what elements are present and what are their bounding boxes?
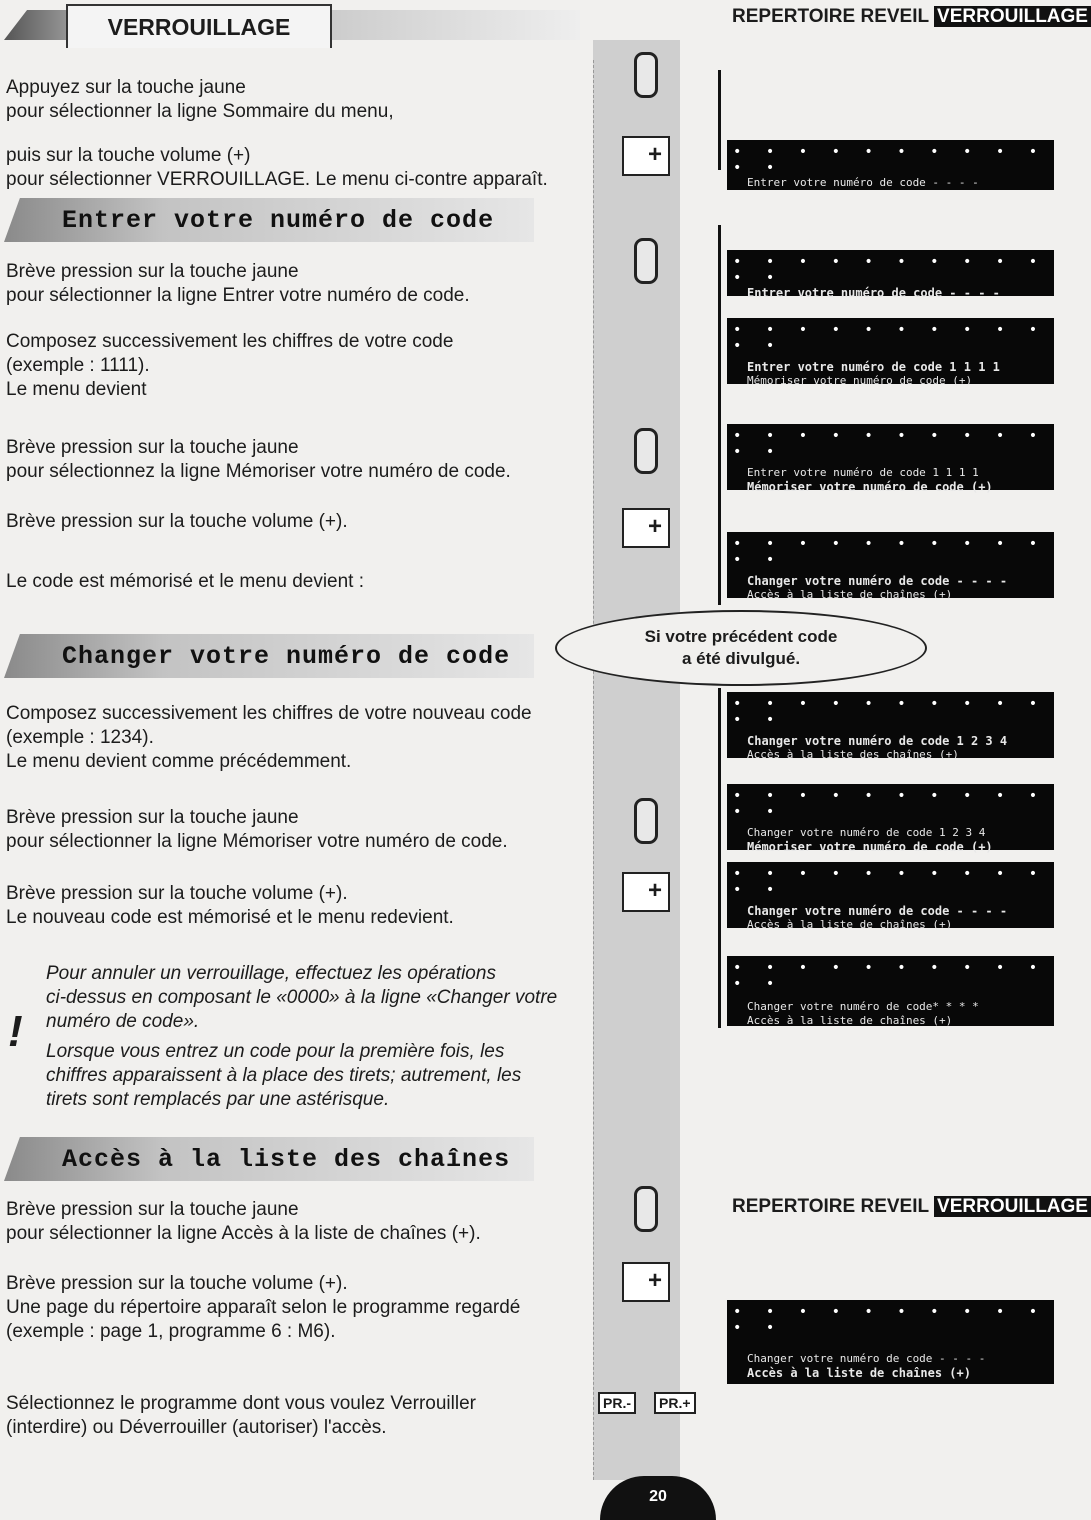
page-title: VERROUILLAGE xyxy=(107,14,291,40)
exclamation-icon: ! xyxy=(8,1007,23,1056)
screen-line-3 xyxy=(718,688,721,1028)
yellow-key-icon xyxy=(634,1186,658,1232)
s2-p3: Brève pression sur la touche jaune pour sélectionnez la ligne Mémoriser votre numéro de code. xyxy=(6,437,511,482)
tv-screen-6: • • • • • • • • • • • • Changer votre numéro de code 1 2 3 4 Accès à la liste des chaînes (+) xyxy=(727,692,1054,758)
s1-p2: puis sur la touche volume (+) pour sélectionner VERROUILLAGE. Le menu ci-contre apparaît. xyxy=(6,145,548,190)
section-title-changer: Changer votre numéro de code xyxy=(62,642,511,671)
tv-screen-1: • • • • • • • • • • • • Entrer votre numéro de code - - - - xyxy=(727,140,1054,190)
screen-dots: • • • • • • • • • • • • xyxy=(733,536,1046,568)
tab-repertoire: REPERTOIRE xyxy=(732,1196,856,1217)
tv-screen-8: • • • • • • • • • • • • Changer votre numéro de code - - - - Accès à la liste de chaînes (+) xyxy=(727,862,1054,928)
screen-dots: • • • • • • • • • • • • xyxy=(733,866,1046,898)
screen-dots: • • • • • • • • • • • • xyxy=(733,960,1046,992)
volume-key-icon: + xyxy=(622,136,670,176)
header-tabs-repeat xyxy=(732,1196,1091,1218)
screen-line-2 xyxy=(718,225,721,605)
screen-dots: • • • • • • • • • • • • xyxy=(733,788,1046,820)
pr-minus-button: PR.- xyxy=(598,1392,636,1414)
tab-reveil: REVEIL xyxy=(860,6,929,27)
screen-dots: • • • • • • • • • • • • xyxy=(733,322,1046,354)
s4-p3: Sélectionnez le programme dont vous voulez Verrouiller (interdire) ou Déverrouiller (autoriser) l'accès. xyxy=(6,1393,476,1438)
header-tabs xyxy=(732,6,1091,28)
volume-key-icon: + xyxy=(622,872,670,912)
s2-p5: Le code est mémorisé et le menu devient : xyxy=(6,571,365,592)
tab-verrouillage: VERROUILLAGE xyxy=(934,6,1091,27)
yellow-key-icon xyxy=(634,238,658,284)
s1-p1: Appuyez sur la touche jaune pour sélectionner la ligne Sommaire du menu, xyxy=(6,77,394,122)
tab-reveil: REVEIL xyxy=(860,1196,929,1217)
callout-bubble: Si votre précédent code a été divulgué. xyxy=(555,610,927,686)
s3-p3: Brève pression sur la touche volume (+). Le nouveau code est mémorisé et le menu redevient. xyxy=(6,883,454,928)
tv-screen-10: • • • • • • • • • • • • Changer votre numéro de code - - - - Accès à la liste de chaînes (+) xyxy=(727,1300,1054,1384)
section-title-acces: Accès à la liste des chaînes xyxy=(62,1145,511,1174)
tv-screen-2: • • • • • • • • • • • • Entrer votre numéro de code - - - - xyxy=(727,250,1054,296)
screen-line-1 xyxy=(718,70,721,170)
note-2: Lorsque vous entrez un code pour la première fois, les chiffres apparaissent à la place des tirets; autrement, les tirets sont remplacés par une astérisque. xyxy=(46,1041,522,1110)
note-1: Pour annuler un verrouillage, effectuez les opérations ci-dessus en composant le «0000» à la ligne «Changer votre numéro de code». xyxy=(46,963,558,1032)
s2-p1: Brève pression sur la touche jaune pour sélectionner la ligne Entrer votre numéro de code. xyxy=(6,261,470,306)
pr-plus-button: PR.+ xyxy=(654,1392,696,1414)
s3-p1: Composez successivement les chiffres de votre nouveau code (exemple : 1234). Le menu devient comme précédemment. xyxy=(6,703,532,772)
tv-screen-7: • • • • • • • • • • • • Changer votre numéro de code 1 2 3 4 Mémoriser votre numéro de code (+) xyxy=(727,784,1054,850)
tv-screen-3: • • • • • • • • • • • • Entrer votre numéro de code 1 1 1 1 Mémoriser votre numéro de code (+) xyxy=(727,318,1054,384)
section-title-entrer: Entrer votre numéro de code xyxy=(62,206,495,235)
tv-screen-5: • • • • • • • • • • • • Changer votre numéro de code - - - - Accès à la liste de chaînes (+) xyxy=(727,532,1054,598)
tab-verrouillage: VERROUILLAGE xyxy=(934,1196,1091,1217)
s4-p2: Brève pression sur la touche volume (+). Une page du répertoire apparaît selon le programme regardé (exemple : page 1, programme 6 : M6). xyxy=(6,1273,521,1342)
s4-p1: Brève pression sur la touche jaune pour sélectionner la ligne Accès à la liste de chaînes (+). xyxy=(6,1199,481,1244)
s3-p2: Brève pression sur la touche jaune pour sélectionner la ligne Mémoriser votre numéro de code. xyxy=(6,807,508,852)
page-number: 20 xyxy=(649,1488,667,1505)
volume-key-icon: + xyxy=(622,1262,670,1302)
screen-dots: • • • • • • • • • • • • xyxy=(733,144,1046,176)
s2-p4: Brève pression sur la touche volume (+). xyxy=(6,511,348,532)
dashed-separator xyxy=(593,60,594,1480)
volume-key-icon: + xyxy=(622,508,670,548)
screen-dots: • • • • • • • • • • • • xyxy=(733,254,1046,286)
tab-repertoire: REPERTOIRE xyxy=(732,6,856,27)
yellow-key-icon xyxy=(634,798,658,844)
screen-dots: • • • • • • • • • • • • xyxy=(733,428,1046,460)
yellow-key-icon xyxy=(634,428,658,474)
s2-p2: Composez successivement les chiffres de votre code (exemple : 1111). Le menu devient xyxy=(6,331,454,400)
screen-dots: • • • • • • • • • • • • xyxy=(733,696,1046,728)
screen-dots: • • • • • • • • • • • • xyxy=(733,1304,1046,1336)
tv-screen-4: • • • • • • • • • • • • Entrer votre numéro de code 1 1 1 1 Mémoriser votre numéro de code (+) xyxy=(727,424,1054,490)
yellow-key-icon xyxy=(634,52,658,98)
tv-screen-9: • • • • • • • • • • • • Changer votre numéro de code* * * * Accès à la liste de chaînes (+) xyxy=(727,956,1054,1026)
